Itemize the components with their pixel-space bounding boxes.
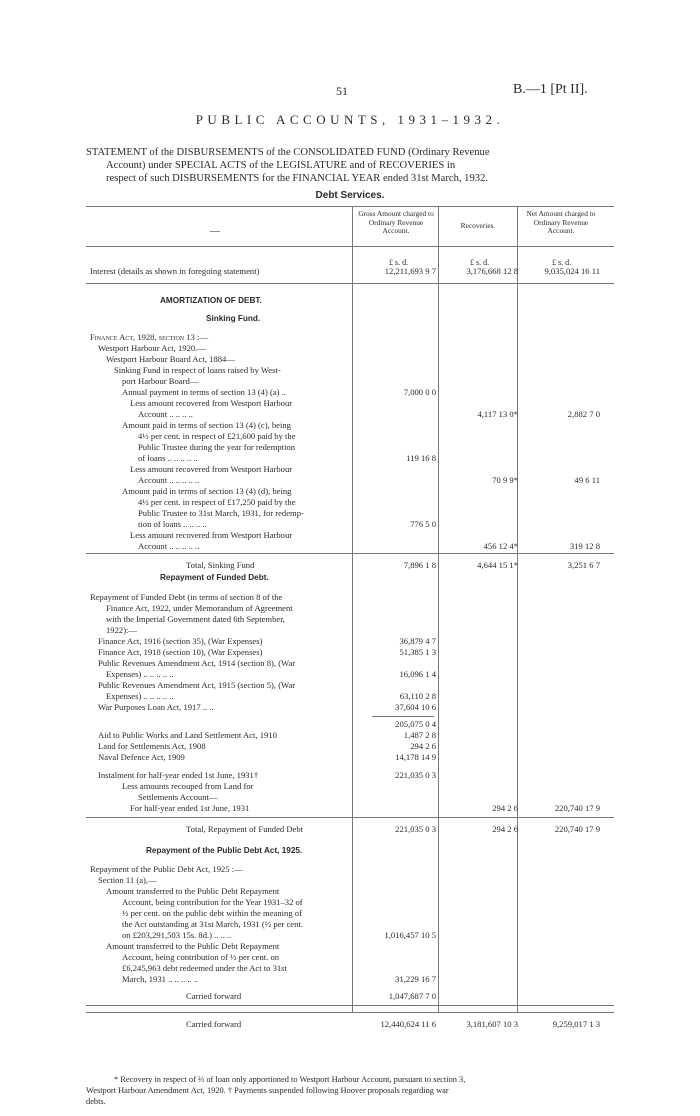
aid-value: 294 2 6: [410, 741, 436, 751]
interest-label: Interest (details as shown in foregoing statement): [90, 266, 260, 276]
pdr-line: Account, being contribution for the Year 1931–32 of: [122, 897, 303, 907]
aid-value: 14,178 14 9: [395, 752, 436, 762]
funded-line: Expenses) .. .. .. .. ..: [106, 669, 174, 679]
sinking-line: Account .. .. .. .. ..: [138, 475, 200, 485]
sinking-line: Westport Harbour Board Act, 1884—: [106, 354, 235, 364]
sinking-line: Amount paid in terms of section 13 (4) (d), being: [122, 486, 292, 496]
sinking-line: Sinking Fund in respect of loans raised by West-: [114, 365, 281, 375]
sinking-fund-heading: Sinking Fund.: [206, 314, 261, 323]
pdr-line: Repayment of the Public Debt Act, 1925 :—: [90, 864, 243, 874]
total-funded-label: Total, Repayment of Funded Debt: [186, 824, 304, 834]
account-recovery: 70 9 9*: [492, 475, 518, 485]
funded-line: Finance Act, 1918 (section 10), (War Expenses): [98, 647, 263, 657]
funded-subtotal: 205,075 0 4: [395, 719, 436, 729]
public-debt-heading: Repayment of the Public Debt Act, 1925.: [146, 846, 303, 855]
header-rule: [86, 246, 614, 247]
total-sinking-net: 3,251 6 7: [567, 560, 600, 570]
page-number: 51: [336, 84, 348, 98]
halfyear-net: 220,740 17 9: [554, 803, 600, 813]
carried-forward-total-gross: 12,440,624 11 6: [380, 1019, 436, 1029]
table-bottom-rule: [86, 1012, 614, 1013]
footnotes: [86, 1074, 606, 1107]
amortization-heading: AMORTIZATION OF DEBT.: [160, 296, 262, 305]
section-subtitle: Debt Services.: [315, 190, 385, 201]
account2-recovery: 456 12 4*: [483, 541, 518, 551]
units-net: £ s. d.: [552, 258, 572, 267]
instalment-gross: 221,035 0 3: [395, 770, 436, 780]
sinking-line: 4½ per cent. in respect of £17,250 paid by the: [138, 497, 296, 507]
aid-value: 1,487 2 8: [403, 730, 436, 740]
total-funded-recoveries: 294 2 6: [492, 824, 518, 834]
funded-value: 16,096 1 4: [399, 669, 436, 679]
funded-line: with the Imperial Government dated 6th September,: [106, 614, 285, 624]
pdr-value: 1,016,457 10 5: [384, 930, 436, 940]
sinking-line: port Harbour Board—: [122, 376, 199, 386]
footnote-line: Westport Harbour Amendment Act, 1920. † Payments suspended following Hoover proposals regarding war: [86, 1086, 449, 1095]
pdr-line: Amount transferred to the Public Debt Repayment: [106, 886, 280, 896]
instalment-line: For half-year ended 1st June, 1931: [130, 803, 250, 813]
pdr-line: Account, being contribution of ½ per cent. on: [122, 952, 280, 962]
funded-line: Public Revenues Amendment Act, 1915 (section 5), (War: [98, 680, 296, 690]
sinking-line: of loans .. .. .. .. ..: [138, 453, 198, 463]
sinking-line: Account .. .. .. .. ..: [138, 541, 200, 551]
carried-forward-gross: 1,047,687 7 0: [388, 991, 436, 1001]
table-top-rule: [86, 206, 614, 207]
halfyear-recoveries: 294 2 6: [492, 803, 518, 813]
funded-line: Public Revenues Amendment Act, 1914 (section 8), (War: [98, 658, 296, 668]
instalment-line: Instalment for half-year ended 1st June, 1931†: [98, 770, 259, 780]
total-funded-gross: 221,035 0 3: [395, 824, 436, 834]
sinking-line: Public Trustee to 31st March, 1931, for redemp-: [138, 508, 304, 518]
pdr-line: Amount transferred to the Public Debt Repayment: [106, 941, 280, 951]
units-gross: £ s. d.: [389, 258, 409, 267]
aid-line: Land for Settlements Act, 1908: [98, 741, 206, 751]
funded-line: Expenses) .. .. .. .. ..: [106, 691, 174, 701]
funded-value: 63,110 2 8: [399, 691, 436, 701]
document-reference: B.—1 [Pt II].: [513, 82, 588, 97]
funded-line: Finance Act, 1916 (section 35), (War Expenses): [98, 636, 263, 646]
interest-rule: [86, 283, 614, 284]
total-funded-net: 220,740 17 9: [554, 824, 600, 834]
sinking-line: tion of loans .. .. .. ..: [138, 519, 207, 529]
carried-rule: [86, 1005, 614, 1006]
carried-forward-total-label: Carried forward: [186, 1019, 242, 1029]
column-header-recoveries: Recoveries.: [460, 221, 496, 230]
sinking-line: Westport Harbour Act, 1920.—: [98, 343, 206, 353]
total-sinking-recoveries: 4,644 15 1*: [477, 560, 518, 570]
sinking-line: Less amount recovered from Westport Harbour: [130, 530, 293, 540]
column-header-net: Net Amount charged to Ordinary Revenue Account.: [526, 209, 596, 236]
subtotal-rule: [372, 716, 434, 717]
statement-line-3: respect of such DISBURSEMENTS for the FINANCIAL YEAR ended 31st March, 1932.: [106, 173, 489, 184]
interest-recoveries: 3,176,668 12 8: [466, 266, 518, 276]
funded-value: 36,879 4 7: [399, 636, 436, 646]
pdr-line: the Act outstanding at 31st March, 1931 (½ per cent.: [122, 919, 303, 929]
westport-recovery: 4,117 13 0*: [477, 409, 518, 419]
footnote-line: debts.: [86, 1097, 106, 1106]
total-sinking-label: Total, Sinking Fund: [186, 560, 255, 570]
sinking-line: Public Trustee during the year for redemption: [138, 442, 296, 452]
instalment-line: Less amounts recouped from Land for: [122, 781, 254, 791]
sinking-line: Annual payment in terms of section 13 (4) (a) ..: [122, 387, 286, 397]
carried-forward-total-recoveries: 3,181,607 10 3: [466, 1019, 518, 1029]
interest-gross: 12,211,693 9 7: [384, 266, 436, 276]
col-divider-gross: [352, 206, 353, 1012]
carried-forward-total-net: 9,259,017 1 3: [552, 1019, 600, 1029]
statement-heading: [86, 146, 606, 185]
statement-line-2: Account) under SPECIAL ACTS of the LEGISLATURE and of RECOVERIES in: [106, 160, 456, 171]
funded-debt-heading: Repayment of Funded Debt.: [160, 573, 269, 582]
footnote-line: * Recovery in respect of ⅔ of loan only apportioned to Westport Harbour Account, pursuant to section 3,: [114, 1075, 466, 1084]
units-recoveries: £ s. d.: [470, 258, 490, 267]
funded-value: 37,604 10 6: [395, 702, 436, 712]
funded-total-rule: [86, 817, 614, 818]
funded-line: War Purposes Loan Act, 1917 .. ..: [98, 702, 214, 712]
funded-line: Repayment of Funded Debt (in terms of section 8 of the: [90, 592, 283, 602]
funded-line: 1922):—: [106, 625, 138, 635]
sinking-line: Less amount recovered from Westport Harbour: [130, 398, 293, 408]
sinking-line: Amount paid in terms of section 13 (4) (c), being: [122, 420, 291, 430]
account2-net: 319 12 8: [569, 541, 600, 551]
page-title: PUBLIC ACCOUNTS, 1931–1932.: [195, 112, 505, 127]
sinking-line: Finance Act, 1928, section 13 :—: [90, 332, 208, 342]
pdr-line: on £203,291,503 15s. 8d.) .. .. ..: [122, 930, 232, 940]
account-net: 49 6 11: [574, 475, 600, 485]
loans-gross: 119 16 8: [406, 453, 436, 463]
col-divider-net: [517, 206, 518, 1012]
annual-payment-gross: 7,000 0 0: [403, 387, 436, 397]
column-header-gross: Gross Amount charged to Ordinary Revenue Account.: [358, 209, 434, 236]
redemption-gross: 776 5 0: [410, 519, 436, 529]
aid-line: Aid to Public Works and Land Settlement Act, 1910: [98, 730, 277, 740]
instalment-line: Settlements Account—: [138, 792, 218, 802]
total-sinking-gross: 7,896 1 8: [403, 560, 436, 570]
pdr-value: 31,229 16 7: [395, 974, 436, 984]
sinking-line: Less amount recovered from Westport Harbour: [130, 464, 293, 474]
pdr-line: Section 11 (a),—: [98, 875, 157, 885]
pdr-line: £6,245,963 debt redeemed under the Act to 31st: [122, 963, 287, 973]
pdr-line: ½ per cent. on the public debt within the meaning of: [122, 908, 302, 918]
funded-line: Finance Act, 1922, under Memorandum of Agreement: [106, 603, 293, 613]
carried-forward-label: Carried forward: [186, 991, 242, 1001]
funded-value: 51,385 1 3: [399, 647, 436, 657]
description-column-header: —: [210, 226, 220, 237]
sinking-total-rule: [86, 553, 614, 554]
statement-line-1: STATEMENT of the DISBURSEMENTS of the CONSOLIDATED FUND (Ordinary Revenue: [86, 147, 490, 158]
aid-line: Naval Defence Act, 1909: [98, 752, 185, 762]
sinking-line: 4½ per cent. in respect of £21,600 paid by the: [138, 431, 296, 441]
sinking-line: Account .. .. .. ..: [138, 409, 193, 419]
pdr-line: March, 1931 .. .. .. .. ..: [122, 974, 199, 984]
col-divider-recoveries: [438, 206, 439, 1012]
westport-net: 2,882 7 0: [567, 409, 600, 419]
interest-net: 9,035,024 16 11: [544, 266, 600, 276]
